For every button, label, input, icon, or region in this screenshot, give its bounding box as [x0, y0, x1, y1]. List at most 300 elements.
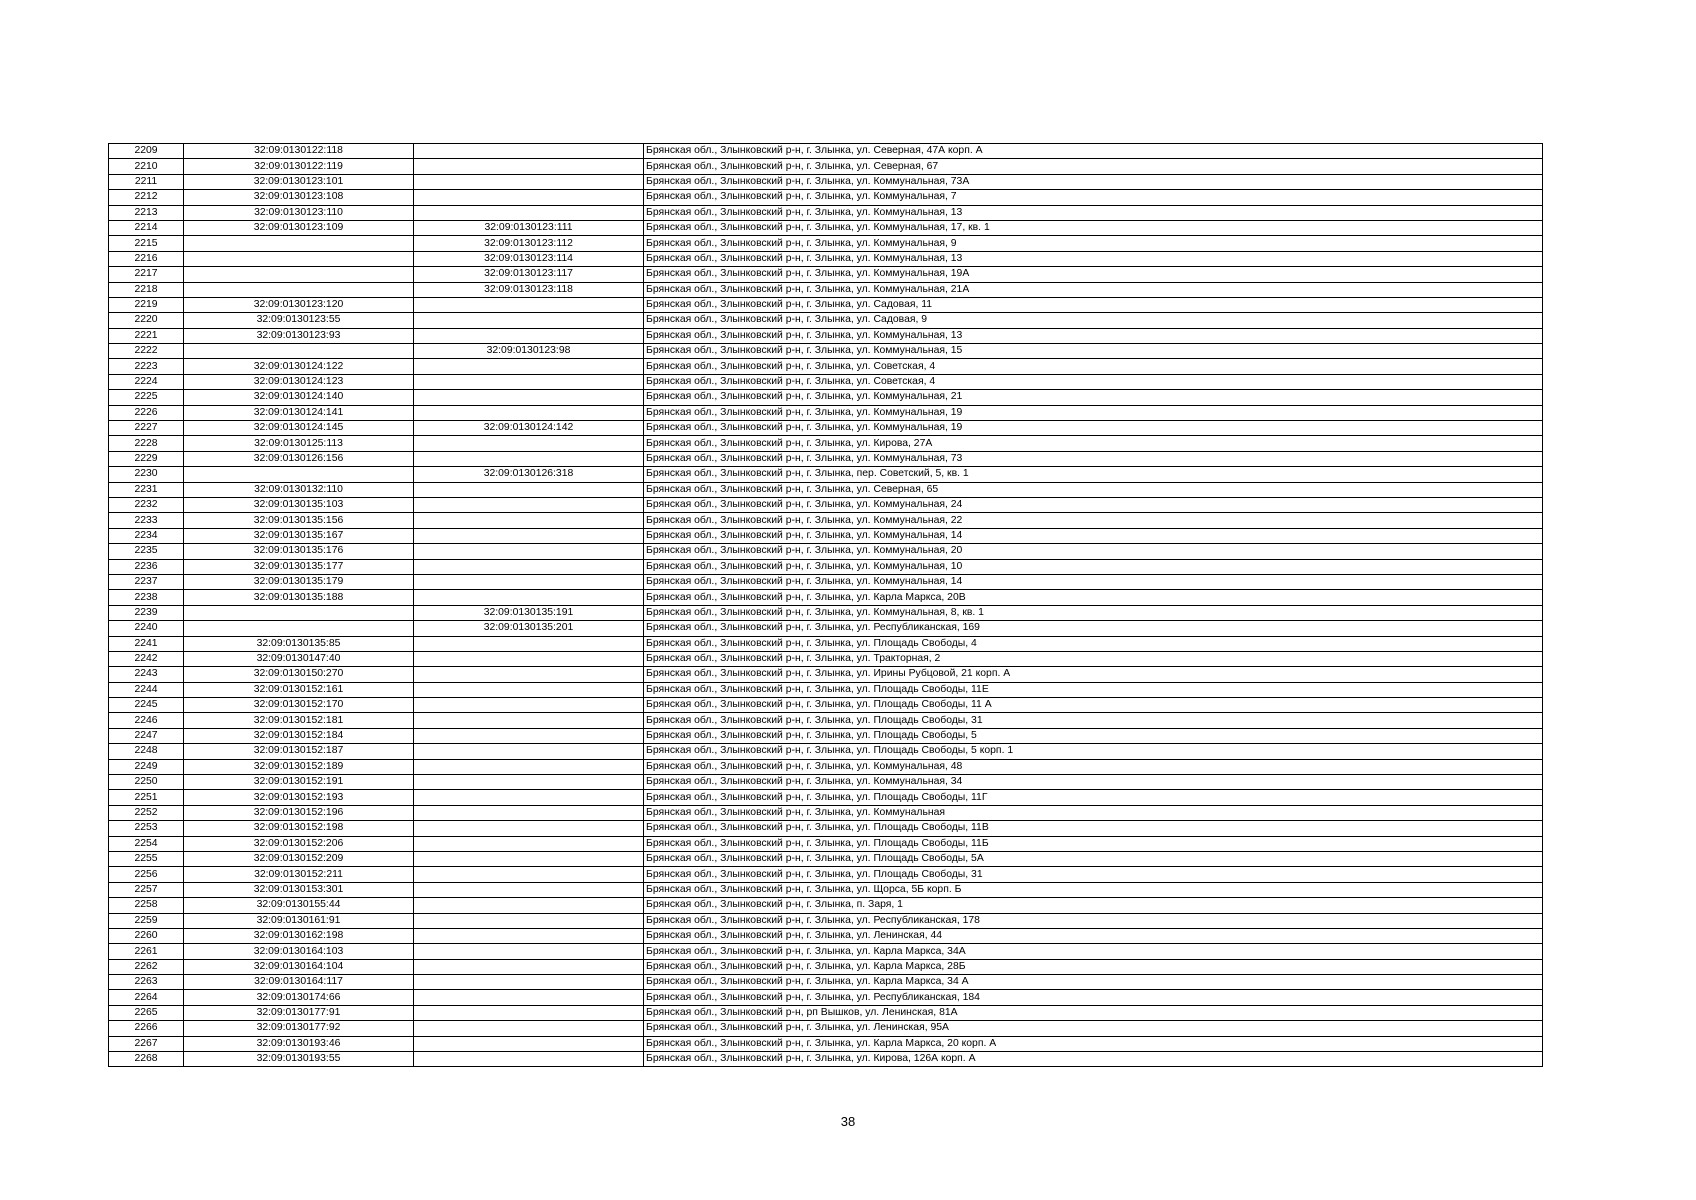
row-number-cell: 2229 — [109, 451, 184, 466]
table-row — [109, 1021, 1543, 1036]
related-cadastral-number-cell — [414, 775, 644, 790]
table-row — [109, 451, 1543, 466]
cadastral-number-cell: 32:09:0130135:167 — [184, 528, 414, 543]
row-number-cell: 2225 — [109, 390, 184, 405]
cadastral-number-cell: 32:09:0130152:189 — [184, 759, 414, 774]
address-cell: Брянская обл., Злынковский р-н, г. Злынка, ул. Республиканская, 178 — [644, 913, 1543, 928]
related-cadastral-number-cell — [414, 405, 644, 420]
table-row — [109, 744, 1543, 759]
table-row — [109, 190, 1543, 205]
cadastral-number-cell: 32:09:0130152:198 — [184, 821, 414, 836]
cadastral-number-cell: 32:09:0130193:46 — [184, 1036, 414, 1051]
cadastral-number-cell: 32:09:0130123:93 — [184, 328, 414, 343]
row-number-cell: 2238 — [109, 590, 184, 605]
cadastral-number-cell — [184, 605, 414, 620]
address-cell: Брянская обл., Злынковский р-н, г. Злынка, ул. Коммунальная, 21А — [644, 282, 1543, 297]
table-row — [109, 728, 1543, 743]
row-number-cell: 2217 — [109, 267, 184, 282]
row-number-cell: 2243 — [109, 667, 184, 682]
cadastral-number-cell: 32:09:0130123:120 — [184, 297, 414, 312]
row-number-cell: 2247 — [109, 728, 184, 743]
cadastral-number-cell: 32:09:0130152:209 — [184, 851, 414, 866]
row-number-cell: 2227 — [109, 421, 184, 436]
row-number-cell: 2268 — [109, 1052, 184, 1067]
cadastral-number-cell: 32:09:0130135:179 — [184, 574, 414, 589]
table-row — [109, 144, 1543, 159]
cadastral-number-cell: 32:09:0130123:55 — [184, 313, 414, 328]
row-number-cell: 2248 — [109, 744, 184, 759]
address-cell: Брянская обл., Злынковский р-н, г. Злынка, ул. Площадь Свободы, 11Г — [644, 790, 1543, 805]
related-cadastral-number-cell — [414, 728, 644, 743]
table-row — [109, 374, 1543, 389]
row-number-cell: 2236 — [109, 559, 184, 574]
address-cell: Брянская обл., Злынковский р-н, г. Злынка, ул. Коммунальная, 34 — [644, 775, 1543, 790]
row-number-cell: 2246 — [109, 713, 184, 728]
related-cadastral-number-cell — [414, 374, 644, 389]
table-row — [109, 1052, 1543, 1067]
related-cadastral-number-cell: 32:09:0130123:98 — [414, 344, 644, 359]
related-cadastral-number-cell — [414, 544, 644, 559]
address-cell: Брянская обл., Злынковский р-н, г. Злынка, ул. Площадь Свободы, 31 — [644, 867, 1543, 882]
table-row — [109, 174, 1543, 189]
address-cell: Брянская обл., Злынковский р-н, г. Злынка, ул. Тракторная, 2 — [644, 651, 1543, 666]
cadastral-number-cell: 32:09:0130135:177 — [184, 559, 414, 574]
address-cell: Брянская обл., Злынковский р-н, г. Злынка, ул. Кирова, 126А корп. А — [644, 1052, 1543, 1067]
table-row — [109, 513, 1543, 528]
row-number-cell: 2226 — [109, 405, 184, 420]
row-number-cell: 2250 — [109, 775, 184, 790]
cadastral-number-cell: 32:09:0130161:91 — [184, 913, 414, 928]
row-number-cell: 2215 — [109, 236, 184, 251]
table-row — [109, 297, 1543, 312]
cadastral-number-cell: 32:09:0130132:110 — [184, 482, 414, 497]
related-cadastral-number-cell: 32:09:0130126:318 — [414, 467, 644, 482]
address-cell: Брянская обл., Злынковский р-н, г. Злынка, ул. Коммунальная — [644, 805, 1543, 820]
table-row — [109, 282, 1543, 297]
row-number-cell: 2214 — [109, 220, 184, 235]
table-row — [109, 359, 1543, 374]
related-cadastral-number-cell — [414, 390, 644, 405]
address-cell: Брянская обл., Злынковский р-н, г. Злынка, ул. Кирова, 27А — [644, 436, 1543, 451]
table-row — [109, 851, 1543, 866]
related-cadastral-number-cell — [414, 482, 644, 497]
cadastral-number-cell: 32:09:0130124:141 — [184, 405, 414, 420]
address-cell: Брянская обл., Злынковский р-н, г. Злынка, ул. Карла Маркса, 34 А — [644, 975, 1543, 990]
row-number-cell: 2234 — [109, 528, 184, 543]
address-cell: Брянская обл., Злынковский р-н, г. Злынка, ул. Площадь Свободы, 5 — [644, 728, 1543, 743]
address-cell: Брянская обл., Злынковский р-н, г. Злынка, ул. Республиканская, 184 — [644, 990, 1543, 1005]
related-cadastral-number-cell — [414, 1052, 644, 1067]
address-cell: Брянская обл., Злынковский р-н, г. Злынка, ул. Карла Маркса, 34А — [644, 944, 1543, 959]
row-number-cell: 2258 — [109, 898, 184, 913]
cadastral-number-cell: 32:09:0130164:104 — [184, 959, 414, 974]
cadastral-number-cell: 32:09:0130193:55 — [184, 1052, 414, 1067]
related-cadastral-number-cell — [414, 174, 644, 189]
related-cadastral-number-cell — [414, 1005, 644, 1020]
table-row — [109, 913, 1543, 928]
table-row — [109, 944, 1543, 959]
related-cadastral-number-cell — [414, 144, 644, 159]
related-cadastral-number-cell — [414, 1036, 644, 1051]
address-cell: Брянская обл., Злынковский р-н, г. Злынка, ул. Карла Маркса, 28Б — [644, 959, 1543, 974]
related-cadastral-number-cell — [414, 913, 644, 928]
row-number-cell: 2222 — [109, 344, 184, 359]
table-row — [109, 682, 1543, 697]
table-row — [109, 975, 1543, 990]
related-cadastral-number-cell — [414, 744, 644, 759]
table-row — [109, 497, 1543, 512]
row-number-cell: 2216 — [109, 251, 184, 266]
cadastral-number-cell — [184, 282, 414, 297]
address-cell: Брянская обл., Злынковский р-н, г. Злынка, ул. Площадь Свободы, 11 А — [644, 698, 1543, 713]
related-cadastral-number-cell — [414, 1021, 644, 1036]
table-row — [109, 390, 1543, 405]
table-row — [109, 898, 1543, 913]
address-cell: Брянская обл., Злынковский р-н, г. Злынка, ул. Площадь Свободы, 11Е — [644, 682, 1543, 697]
related-cadastral-number-cell: 32:09:0130123:118 — [414, 282, 644, 297]
table-row — [109, 251, 1543, 266]
address-cell: Брянская обл., Злынковский р-н, г. Злынка, ул. Советская, 4 — [644, 374, 1543, 389]
cadastral-number-cell: 32:09:0130152:206 — [184, 836, 414, 851]
row-number-cell: 2262 — [109, 959, 184, 974]
row-number-cell: 2245 — [109, 698, 184, 713]
address-cell: Брянская обл., Злынковский р-н, г. Злынка, ул. Коммунальная, 24 — [644, 497, 1543, 512]
cadastral-number-cell: 32:09:0130152:193 — [184, 790, 414, 805]
cadastral-number-cell: 32:09:0130152:187 — [184, 744, 414, 759]
row-number-cell: 2230 — [109, 467, 184, 482]
row-number-cell: 2219 — [109, 297, 184, 312]
cadastral-number-cell: 32:09:0130147:40 — [184, 651, 414, 666]
cadastral-number-cell: 32:09:0130126:156 — [184, 451, 414, 466]
row-number-cell: 2260 — [109, 928, 184, 943]
address-cell: Брянская обл., Злынковский р-н, г. Злынка, п. Заря, 1 — [644, 898, 1543, 913]
address-cell: Брянская обл., Злынковский р-н, г. Злынка, ул. Площадь Свободы, 31 — [644, 713, 1543, 728]
cadastral-number-cell: 32:09:0130124:140 — [184, 390, 414, 405]
table-row — [109, 805, 1543, 820]
related-cadastral-number-cell — [414, 559, 644, 574]
address-cell: Брянская обл., Злынковский р-н, г. Злынка, пер. Советский, 5, кв. 1 — [644, 467, 1543, 482]
table-row — [109, 713, 1543, 728]
related-cadastral-number-cell — [414, 698, 644, 713]
row-number-cell: 2265 — [109, 1005, 184, 1020]
address-cell: Брянская обл., Злынковский р-н, г. Злынка, ул. Республиканская, 169 — [644, 621, 1543, 636]
registry-table — [108, 143, 1543, 1067]
table-row — [109, 1036, 1543, 1051]
address-cell: Брянская обл., Злынковский р-н, г. Злынка, ул. Коммунальная, 13 — [644, 251, 1543, 266]
table-row — [109, 759, 1543, 774]
cadastral-number-cell: 32:09:0130164:117 — [184, 975, 414, 990]
row-number-cell: 2241 — [109, 636, 184, 651]
table-row — [109, 667, 1543, 682]
address-cell: Брянская обл., Злынковский р-н, г. Злынка, ул. Коммунальная, 14 — [644, 574, 1543, 589]
table-row — [109, 159, 1543, 174]
address-cell: Брянская обл., Злынковский р-н, г. Злынка, ул. Садовая, 9 — [644, 313, 1543, 328]
cadastral-number-cell: 32:09:0130152:184 — [184, 728, 414, 743]
related-cadastral-number-cell — [414, 451, 644, 466]
address-cell: Брянская обл., Злынковский р-н, г. Злынка, ул. Коммунальная, 8, кв. 1 — [644, 605, 1543, 620]
address-cell: Брянская обл., Злынковский р-н, г. Злынка, ул. Коммунальная, 73 — [644, 451, 1543, 466]
row-number-cell: 2263 — [109, 975, 184, 990]
table-row — [109, 267, 1543, 282]
row-number-cell: 2211 — [109, 174, 184, 189]
cadastral-number-cell: 32:09:0130152:181 — [184, 713, 414, 728]
table-row — [109, 236, 1543, 251]
cadastral-number-cell: 32:09:0130150:270 — [184, 667, 414, 682]
table-row — [109, 775, 1543, 790]
cadastral-number-cell: 32:09:0130124:145 — [184, 421, 414, 436]
table-row — [109, 621, 1543, 636]
registry-table-body — [109, 144, 1543, 1067]
cadastral-number-cell: 32:09:0130122:119 — [184, 159, 414, 174]
address-cell: Брянская обл., Злынковский р-н, г. Злынка, ул. Коммунальная, 9 — [644, 236, 1543, 251]
address-cell: Брянская обл., Злынковский р-н, г. Злынка, ул. Коммунальная, 19 — [644, 405, 1543, 420]
cadastral-number-cell — [184, 344, 414, 359]
address-cell: Брянская обл., Злынковский р-н, г. Злынка, ул. Коммунальная, 15 — [644, 344, 1543, 359]
cadastral-number-cell — [184, 236, 414, 251]
related-cadastral-number-cell — [414, 651, 644, 666]
address-cell: Брянская обл., Злынковский р-н, г. Злынка, ул. Садовая, 11 — [644, 297, 1543, 312]
cadastral-number-cell: 32:09:0130124:123 — [184, 374, 414, 389]
address-cell: Брянская обл., Злынковский р-н, г. Злынка, ул. Советская, 4 — [644, 359, 1543, 374]
related-cadastral-number-cell — [414, 975, 644, 990]
table-row — [109, 790, 1543, 805]
related-cadastral-number-cell — [414, 944, 644, 959]
table-row — [109, 605, 1543, 620]
address-cell: Брянская обл., Злынковский р-н, г. Злынка, ул. Площадь Свободы, 11В — [644, 821, 1543, 836]
row-number-cell: 2252 — [109, 805, 184, 820]
row-number-cell: 2212 — [109, 190, 184, 205]
related-cadastral-number-cell — [414, 359, 644, 374]
related-cadastral-number-cell — [414, 898, 644, 913]
related-cadastral-number-cell — [414, 636, 644, 651]
related-cadastral-number-cell — [414, 205, 644, 220]
row-number-cell: 2239 — [109, 605, 184, 620]
table-row — [109, 313, 1543, 328]
cadastral-number-cell: 32:09:0130155:44 — [184, 898, 414, 913]
row-number-cell: 2235 — [109, 544, 184, 559]
address-cell: Брянская обл., Злынковский р-н, г. Злынка, ул. Коммунальная, 10 — [644, 559, 1543, 574]
row-number-cell: 2228 — [109, 436, 184, 451]
related-cadastral-number-cell — [414, 297, 644, 312]
cadastral-number-cell: 32:09:0130153:301 — [184, 882, 414, 897]
row-number-cell: 2218 — [109, 282, 184, 297]
row-number-cell: 2213 — [109, 205, 184, 220]
address-cell: Брянская обл., Злынковский р-н, г. Злынка, ул. Коммунальная, 7 — [644, 190, 1543, 205]
row-number-cell: 2220 — [109, 313, 184, 328]
related-cadastral-number-cell — [414, 959, 644, 974]
related-cadastral-number-cell — [414, 513, 644, 528]
table-row — [109, 698, 1543, 713]
related-cadastral-number-cell — [414, 590, 644, 605]
cadastral-number-cell: 32:09:0130123:108 — [184, 190, 414, 205]
row-number-cell: 2240 — [109, 621, 184, 636]
address-cell: Брянская обл., Злынковский р-н, г. Злынка, ул. Коммунальная, 20 — [644, 544, 1543, 559]
table-row — [109, 928, 1543, 943]
related-cadastral-number-cell — [414, 759, 644, 774]
table-row — [109, 528, 1543, 543]
related-cadastral-number-cell: 32:09:0130124:142 — [414, 421, 644, 436]
row-number-cell: 2224 — [109, 374, 184, 389]
row-number-cell: 2209 — [109, 144, 184, 159]
cadastral-number-cell — [184, 267, 414, 282]
address-cell: Брянская обл., Злынковский р-н, г. Злынка, ул. Коммунальная, 21 — [644, 390, 1543, 405]
address-cell: Брянская обл., Злынковский р-н, г. Злынка, ул. Площадь Свободы, 4 — [644, 636, 1543, 651]
row-number-cell: 2264 — [109, 990, 184, 1005]
cadastral-number-cell — [184, 467, 414, 482]
related-cadastral-number-cell — [414, 713, 644, 728]
address-cell: Брянская обл., Злынковский р-н, г. Злынка, ул. Северная, 67 — [644, 159, 1543, 174]
related-cadastral-number-cell: 32:09:0130123:114 — [414, 251, 644, 266]
cadastral-number-cell: 32:09:0130122:118 — [184, 144, 414, 159]
cadastral-number-cell: 32:09:0130125:113 — [184, 436, 414, 451]
table-row — [109, 421, 1543, 436]
related-cadastral-number-cell — [414, 190, 644, 205]
row-number-cell: 2251 — [109, 790, 184, 805]
row-number-cell: 2266 — [109, 1021, 184, 1036]
table-row — [109, 482, 1543, 497]
cadastral-number-cell: 32:09:0130177:91 — [184, 1005, 414, 1020]
cadastral-number-cell: 32:09:0130152:191 — [184, 775, 414, 790]
row-number-cell: 2231 — [109, 482, 184, 497]
cadastral-number-cell: 32:09:0130123:101 — [184, 174, 414, 189]
row-number-cell: 2233 — [109, 513, 184, 528]
row-number-cell: 2232 — [109, 497, 184, 512]
row-number-cell: 2261 — [109, 944, 184, 959]
table-row — [109, 882, 1543, 897]
address-cell: Брянская обл., Злынковский р-н, г. Злынка, ул. Коммунальная, 48 — [644, 759, 1543, 774]
cadastral-number-cell: 32:09:0130152:211 — [184, 867, 414, 882]
related-cadastral-number-cell — [414, 928, 644, 943]
cadastral-number-cell — [184, 621, 414, 636]
row-number-cell: 2242 — [109, 651, 184, 666]
row-number-cell: 2259 — [109, 913, 184, 928]
table-row — [109, 990, 1543, 1005]
related-cadastral-number-cell — [414, 821, 644, 836]
table-row — [109, 544, 1543, 559]
address-cell: Брянская обл., Злынковский р-н, г. Злынка, ул. Щорса, 5Б корп. Б — [644, 882, 1543, 897]
address-cell: Брянская обл., Злынковский р-н, г. Злынка, ул. Ирины Рубцовой, 21 корп. А — [644, 667, 1543, 682]
related-cadastral-number-cell: 32:09:0130123:111 — [414, 220, 644, 235]
related-cadastral-number-cell — [414, 528, 644, 543]
cadastral-number-cell: 32:09:0130152:161 — [184, 682, 414, 697]
page-number: 38 — [840, 1114, 856, 1129]
table-row — [109, 590, 1543, 605]
row-number-cell: 2253 — [109, 821, 184, 836]
cadastral-number-cell: 32:09:0130124:122 — [184, 359, 414, 374]
table-row — [109, 344, 1543, 359]
address-cell: Брянская обл., Злынковский р-н, г. Злынка, ул. Ленинская, 44 — [644, 928, 1543, 943]
address-cell: Брянская обл., Злынковский р-н, г. Злынка, ул. Коммунальная, 13 — [644, 205, 1543, 220]
related-cadastral-number-cell — [414, 159, 644, 174]
related-cadastral-number-cell: 32:09:0130135:201 — [414, 621, 644, 636]
cadastral-number-cell: 32:09:0130152:196 — [184, 805, 414, 820]
table-row — [109, 205, 1543, 220]
related-cadastral-number-cell — [414, 667, 644, 682]
cadastral-number-cell: 32:09:0130123:109 — [184, 220, 414, 235]
row-number-cell: 2256 — [109, 867, 184, 882]
related-cadastral-number-cell — [414, 436, 644, 451]
table-row — [109, 1005, 1543, 1020]
row-number-cell: 2237 — [109, 574, 184, 589]
cadastral-number-cell: 32:09:0130135:156 — [184, 513, 414, 528]
table-row — [109, 559, 1543, 574]
address-cell: Брянская обл., Злынковский р-н, г. Злынка, ул. Коммунальная, 17, кв. 1 — [644, 220, 1543, 235]
address-cell: Брянская обл., Злынковский р-н, г. Злынка, ул. Коммунальная, 19 — [644, 421, 1543, 436]
row-number-cell: 2210 — [109, 159, 184, 174]
address-cell: Брянская обл., Злынковский р-н, г. Злынка, ул. Карла Маркса, 20В — [644, 590, 1543, 605]
related-cadastral-number-cell — [414, 990, 644, 1005]
address-cell: Брянская обл., Злынковский р-н, рп Вышков, ул. Ленинская, 81А — [644, 1005, 1543, 1020]
row-number-cell: 2257 — [109, 882, 184, 897]
cadastral-number-cell: 32:09:0130177:92 — [184, 1021, 414, 1036]
table-row — [109, 467, 1543, 482]
table-row — [109, 821, 1543, 836]
address-cell: Брянская обл., Злынковский р-н, г. Злынка, ул. Площадь Свободы, 5А — [644, 851, 1543, 866]
related-cadastral-number-cell: 32:09:0130135:191 — [414, 605, 644, 620]
table-row — [109, 405, 1543, 420]
table-row — [109, 867, 1543, 882]
related-cadastral-number-cell — [414, 867, 644, 882]
address-cell: Брянская обл., Злынковский р-н, г. Злынка, ул. Ленинская, 95А — [644, 1021, 1543, 1036]
row-number-cell: 2221 — [109, 328, 184, 343]
table-row — [109, 220, 1543, 235]
related-cadastral-number-cell — [414, 790, 644, 805]
address-cell: Брянская обл., Злынковский р-н, г. Злынка, ул. Коммунальная, 14 — [644, 528, 1543, 543]
address-cell: Брянская обл., Злынковский р-н, г. Злынка, ул. Коммунальная, 22 — [644, 513, 1543, 528]
table-row — [109, 636, 1543, 651]
address-cell: Брянская обл., Злынковский р-н, г. Злынка, ул. Площадь Свободы, 5 корп. 1 — [644, 744, 1543, 759]
row-number-cell: 2254 — [109, 836, 184, 851]
address-cell: Брянская обл., Злынковский р-н, г. Злынка, ул. Коммунальная, 73А — [644, 174, 1543, 189]
related-cadastral-number-cell — [414, 313, 644, 328]
related-cadastral-number-cell: 32:09:0130123:117 — [414, 267, 644, 282]
address-cell: Брянская обл., Злынковский р-н, г. Злынка, ул. Площадь Свободы, 11Б — [644, 836, 1543, 851]
related-cadastral-number-cell — [414, 574, 644, 589]
table-row — [109, 328, 1543, 343]
related-cadastral-number-cell — [414, 328, 644, 343]
address-cell: Брянская обл., Злынковский р-н, г. Злынка, ул. Карла Маркса, 20 корп. А — [644, 1036, 1543, 1051]
related-cadastral-number-cell — [414, 682, 644, 697]
row-number-cell: 2249 — [109, 759, 184, 774]
row-number-cell: 2244 — [109, 682, 184, 697]
row-number-cell: 2255 — [109, 851, 184, 866]
cadastral-number-cell: 32:09:0130123:110 — [184, 205, 414, 220]
related-cadastral-number-cell — [414, 836, 644, 851]
table-row — [109, 651, 1543, 666]
cadastral-number-cell: 32:09:0130152:170 — [184, 698, 414, 713]
address-cell: Брянская обл., Злынковский р-н, г. Злынка, ул. Коммунальная, 13 — [644, 328, 1543, 343]
cadastral-number-cell: 32:09:0130162:198 — [184, 928, 414, 943]
related-cadastral-number-cell — [414, 882, 644, 897]
related-cadastral-number-cell: 32:09:0130123:112 — [414, 236, 644, 251]
cadastral-number-cell: 32:09:0130174:66 — [184, 990, 414, 1005]
cadastral-number-cell — [184, 251, 414, 266]
cadastral-number-cell: 32:09:0130135:85 — [184, 636, 414, 651]
address-cell: Брянская обл., Злынковский р-н, г. Злынка, ул. Северная, 65 — [644, 482, 1543, 497]
address-cell: Брянская обл., Злынковский р-н, г. Злынка, ул. Северная, 47А корп. А — [644, 144, 1543, 159]
table-row — [109, 959, 1543, 974]
related-cadastral-number-cell — [414, 851, 644, 866]
cadastral-number-cell: 32:09:0130135:103 — [184, 497, 414, 512]
related-cadastral-number-cell — [414, 497, 644, 512]
table-row — [109, 836, 1543, 851]
cadastral-number-cell: 32:09:0130135:176 — [184, 544, 414, 559]
table-row — [109, 436, 1543, 451]
table-row — [109, 574, 1543, 589]
cadastral-number-cell: 32:09:0130164:103 — [184, 944, 414, 959]
cadastral-number-cell: 32:09:0130135:188 — [184, 590, 414, 605]
address-cell: Брянская обл., Злынковский р-н, г. Злынка, ул. Коммунальная, 19А — [644, 267, 1543, 282]
